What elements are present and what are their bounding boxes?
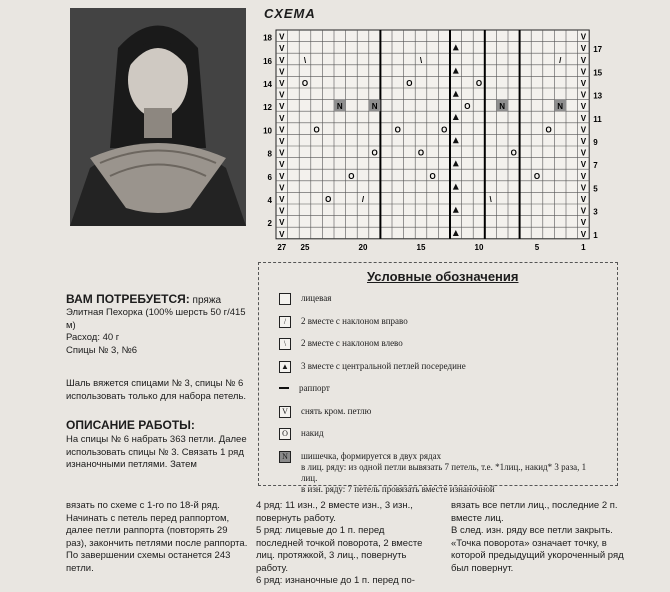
circle-icon: O (313, 125, 320, 135)
row-label-left: 18 (263, 33, 272, 43)
row-label-left: 10 (263, 126, 272, 136)
v-check-icon: V (580, 171, 587, 181)
v-check-icon: V (580, 44, 587, 54)
v-check-icon: V (580, 183, 587, 193)
slash-icon: \ (489, 195, 492, 204)
v-check-icon: V (580, 160, 587, 170)
slash-left-icon: \ (279, 338, 291, 350)
legend-item (279, 338, 403, 350)
circle-icon: O (406, 79, 413, 88)
v-check-icon: V (279, 137, 285, 146)
v-check-icon: V (279, 90, 285, 100)
v-check-icon: V (279, 160, 285, 170)
slash-icon: \ (303, 55, 307, 65)
column-label: 20 (358, 242, 368, 252)
row-label-right: 7 (593, 161, 598, 171)
row-label-right: 9 (593, 138, 598, 147)
circle-icon: O (464, 102, 471, 112)
v-check-icon: V (279, 183, 285, 193)
legend-item (279, 361, 466, 373)
circle-icon: O (325, 195, 332, 204)
column-label: 25 (300, 242, 310, 252)
row-label-left: 14 (263, 80, 272, 89)
row-label-right: 3 (593, 207, 598, 217)
slash-right-icon: / (279, 316, 291, 328)
instructions-column-3: вязать все петли лиц., последние 2 п. вместе лиц. В след. изн. ряду все петли закрыть. «Точка поворота» означает точку, в которой предыдущий укороченный ряд был повернут. (451, 500, 624, 574)
column-label: 5 (534, 242, 540, 252)
description-paragraph: На спицы № 6 набрать 363 петли. Далее использовать спицы № 3. Связать 1 ряд изнаночными петлями. Затем (66, 434, 247, 470)
v-check-icon: V (580, 113, 587, 123)
circle-icon: O (371, 148, 378, 158)
v-check-icon: V (279, 32, 285, 42)
v-check-icon: V (279, 125, 285, 135)
row-label-right: 5 (593, 184, 598, 194)
v-check-icon: V (279, 171, 285, 181)
circle-icon: O (394, 125, 401, 135)
scheme-title: СХЕМА (264, 6, 316, 21)
row-label-left: 6 (267, 172, 272, 182)
v-check-icon: V (279, 55, 285, 65)
legend-title: Условные обозначения (367, 269, 519, 284)
materials-heading-text: ВАМ ПОТРЕБУЕТСЯ: (66, 292, 190, 306)
v-check-icon: V (279, 218, 285, 228)
v-check-icon: V (580, 137, 587, 146)
instructions-column-1: вязать по схеме с 1-го по 18-й ряд. Начинать с петель перед раппортом, далее петли раппорта (повторять 29 раз), закончить петлями после раппорта. По завершении схемы останется 243 петли. (66, 500, 248, 574)
v-check-icon: V (580, 218, 587, 228)
column-label: 10 (474, 242, 484, 252)
model-photo (70, 8, 246, 226)
rapport-line-icon (279, 383, 289, 393)
v-check-icon: V (580, 67, 587, 77)
knitting-chart (258, 22, 630, 254)
row-label-left: 8 (267, 149, 272, 159)
circle-icon: O (475, 79, 483, 88)
legend-item-text: 2 вместе с наклоном вправо (301, 315, 408, 326)
column-label: 27 (277, 242, 287, 252)
legend-item-text: 2 вместе с наклоном влево (301, 338, 403, 348)
legend-box (258, 262, 618, 494)
v-check-icon: V (580, 55, 587, 65)
column-label: 15 (416, 242, 426, 252)
row-label-right: 1 (593, 230, 598, 240)
circle-icon: O (279, 428, 291, 440)
circle-icon: O (510, 148, 517, 158)
v-check-icon: V (580, 125, 587, 135)
legend-item-text: раппорт (299, 383, 330, 393)
note-paragraph: Шаль вяжется спицами № 3, спицы № 6 использовать только для набора петель. (66, 378, 247, 402)
v-check-icon: V (279, 113, 285, 123)
circle-icon: O (545, 125, 552, 135)
slash-icon: / (559, 55, 562, 65)
circle-icon: O (301, 79, 309, 88)
v-check-icon: V (580, 32, 587, 42)
v-check-icon: V (279, 67, 285, 77)
materials-heading-tail: пряжа (189, 295, 222, 306)
n-bud-icon: N (557, 102, 564, 112)
legend-item (279, 383, 330, 394)
row-label-left: 4 (267, 196, 272, 205)
instructions-column-2: 4 ряд: 11 изн., 2 вместе изн., 3 изн., повернуть работу. 5 ряд: лицевые до 1 п. перед последней точкой поворота, 2 вместе лиц. протяжкой, 3 лиц., повернуть работу. 6 ряд: изнаночные до 1 п. перед по- (256, 500, 423, 586)
row-label-right: 13 (593, 91, 603, 101)
circle-icon: O (441, 125, 448, 135)
v-check-icon: V (580, 79, 587, 88)
row-label-right: 17 (593, 45, 603, 55)
v-check-icon: V (580, 102, 587, 112)
circle-icon: O (348, 171, 355, 181)
slash-icon: / (361, 195, 365, 204)
v-check-icon: V (279, 229, 285, 239)
row-label-right: 11 (593, 114, 602, 124)
triangle-icon: ▲ (279, 361, 291, 373)
circle-icon: O (417, 148, 425, 158)
n-bud-icon: N (499, 102, 506, 112)
v-check-icon: V (279, 44, 285, 54)
v-check-icon: V (580, 229, 587, 239)
n-bud-icon: N (279, 451, 291, 463)
row-label-left: 12 (263, 103, 272, 113)
v-check-icon: V (580, 195, 587, 204)
materials-text: Элитная Пехорка (100% шерсть 50 г/415 м) Расход: 40 г Спицы № 3, №6 (66, 307, 246, 356)
row-label-right: 15 (593, 68, 603, 78)
legend-item (279, 428, 324, 440)
legend-item (279, 293, 331, 305)
legend-item (279, 451, 601, 495)
v-check-icon: V (580, 90, 587, 100)
v-check-icon: V (580, 206, 587, 216)
legend-item (279, 406, 371, 418)
legend-item-text: 3 вместе с центральной петлей посередине (301, 360, 466, 371)
blank-square-icon (279, 293, 291, 305)
v-check-icon: V (279, 148, 285, 158)
slash-icon: \ (419, 55, 423, 65)
legend-item-text: лицевая (301, 293, 332, 303)
v-check-icon: V (279, 206, 285, 216)
legend-item-text: шишечка, формируется в двух рядах в лиц. ряду: из одной петли вывязать 7 петель, т.е. *1лиц., накид* 3 раза, 1 лиц. в изн. ряду: 7 петель провязать вместе изнаночной (301, 450, 587, 494)
v-check-icon: V (279, 195, 285, 204)
description-heading: ОПИСАНИЕ РАБОТЫ: (66, 418, 195, 432)
circle-icon: O (429, 171, 436, 181)
v-check-icon: V (279, 406, 291, 418)
v-check-icon: V (580, 148, 587, 158)
v-check-icon: V (279, 79, 285, 88)
row-label-left: 2 (267, 219, 272, 229)
circle-icon: O (533, 171, 541, 181)
n-bud-icon: N (371, 102, 378, 112)
row-label-left: 16 (263, 56, 272, 66)
materials-heading (66, 292, 221, 306)
v-check-icon: V (279, 102, 285, 112)
column-label: 1 (581, 242, 586, 252)
legend-item-text: снять кром. петлю (301, 405, 372, 416)
n-bud-icon: N (336, 102, 343, 112)
legend-item-text: накид (301, 428, 324, 438)
legend-item (279, 316, 408, 328)
